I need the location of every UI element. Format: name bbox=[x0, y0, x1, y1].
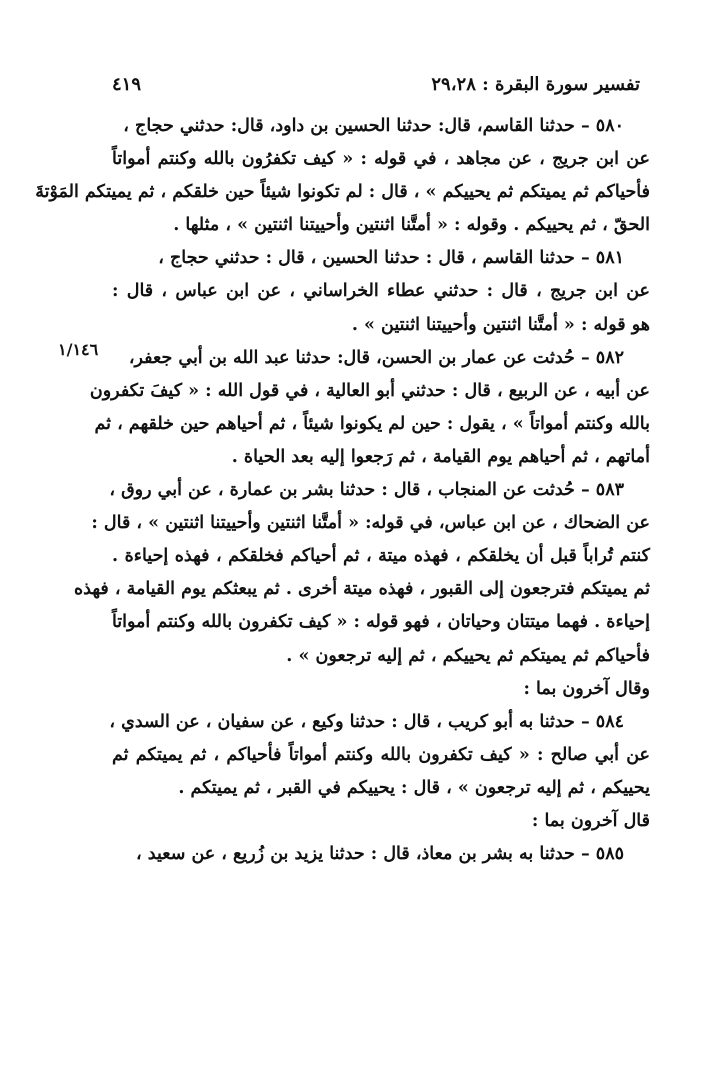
text-line: عن الضحاك ، عن ابن عباس، في قوله: « أمتَّنا اثنتين وأحييتنا اثنتين » ، قال : bbox=[91, 513, 650, 534]
running-header bbox=[112, 74, 640, 102]
header-title: تفسير سورة البقرة : ٢٩،٢٨ bbox=[431, 74, 640, 95]
page-number: ٤١٩ bbox=[112, 74, 142, 95]
text-line: عن ابن جريج ، قال : حدثني عطاء الخراساني ، عن ابن عباس ، قال : bbox=[112, 281, 650, 302]
text-line: ٥٨٥ – حدثنا به بشر بن معاذ، قال : حدثنا يزيد بن زُريع ، عن سعيد ، bbox=[136, 844, 624, 865]
text-line: ٥٨٠ – حدثنا القاسم، قال: حدثنا الحسين بن داود، قال: حدثني حجاج ، bbox=[123, 116, 624, 136]
text-line: بالله وكنتم أمواتاً » ، يقول : حين لم يكونوا شيئاً ، ثم أحياهم حين خلقهم ، ثم bbox=[94, 413, 650, 434]
text-line: ثم يميتكم فترجعون إلى القبور ، فهذه ميتة أخرى . ثم يبعثكم يوم القيامة ، فهذه bbox=[74, 579, 650, 600]
text-line: أماتهم ، ثم أحياهم يوم القيامة ، ثم رَجعوا إليه بعد الحياة . bbox=[231, 446, 650, 467]
text-line: فأحياكم ثم يميتكم ثم يحييكم » ، قال : لم تكونوا شيئاً حين خلقكم ، ثم يميتكم المَوْتةَ bbox=[35, 182, 650, 203]
text-line: ٥٨٤ – حدثنا به أبو كريب ، قال : حدثنا وكيع ، عن سفيان ، عن السدي ، bbox=[109, 711, 624, 732]
text-line: الحقّ ، ثم يحييكم . وقوله : « أمتَّنا اثنتين وأحييتنا اثنتين » ، مثلها . bbox=[173, 215, 650, 236]
text-line: عن أبي صالح : « كيف تكفرون بالله وكنتم أمواتاً فأحياكم ، ثم يميتكم ثم bbox=[112, 744, 650, 765]
text-line: قال آخرون بما : bbox=[531, 810, 650, 831]
text-line: كنتم تُراباً قبل أن يخلقكم ، فهذه ميتة ، ثم أحياكم فخلقكم ، فهذه إحياءة . bbox=[112, 546, 650, 567]
margin-reference-note: ١/١٤٦ bbox=[58, 340, 99, 359]
text-line: ٥٨٢ – حُدثت عن عمار بن الحسن، قال: حدثنا عبد الله بن أبي جعفر، bbox=[128, 347, 624, 368]
text-line: فأحياكم ثم يميتكم ثم يحييكم ، ثم إليه ترجعون » . bbox=[286, 645, 650, 666]
text-line: عن ابن جريج ، عن مجاهد ، في قوله : « كيف تكفرُون بالله وكنتم أمواتاً bbox=[112, 149, 650, 170]
text-line: يحييكم ، ثم إليه ترجعون » ، قال : يحييكم في القبر ، ثم يميتكم . bbox=[178, 777, 650, 798]
text-line: عن أبيه ، عن الربيع ، قال : حدثني أبو العالية ، في قول الله : « كيفَ تكفرون bbox=[89, 380, 650, 401]
text-line: ٥٨٣ – حُدثت عن المنجاب ، قال : حدثنا بشر بن عمارة ، عن أبي روق ، bbox=[109, 480, 624, 501]
text-line: إحياءة . فهما ميتتان وحياتان ، فهو قوله : « كيف تكفرون بالله وكنتم أمواتاً bbox=[111, 612, 650, 633]
text-line: وقال آخرون بما : bbox=[523, 678, 650, 699]
text-line: ٥٨١ – حدثنا القاسم ، قال : حدثنا الحسين ، قال : حدثني حجاج ، bbox=[158, 248, 624, 269]
text-line: هو قوله : « أمتَّنا اثنتين وأحييتنا اثنتين » . bbox=[351, 314, 650, 335]
